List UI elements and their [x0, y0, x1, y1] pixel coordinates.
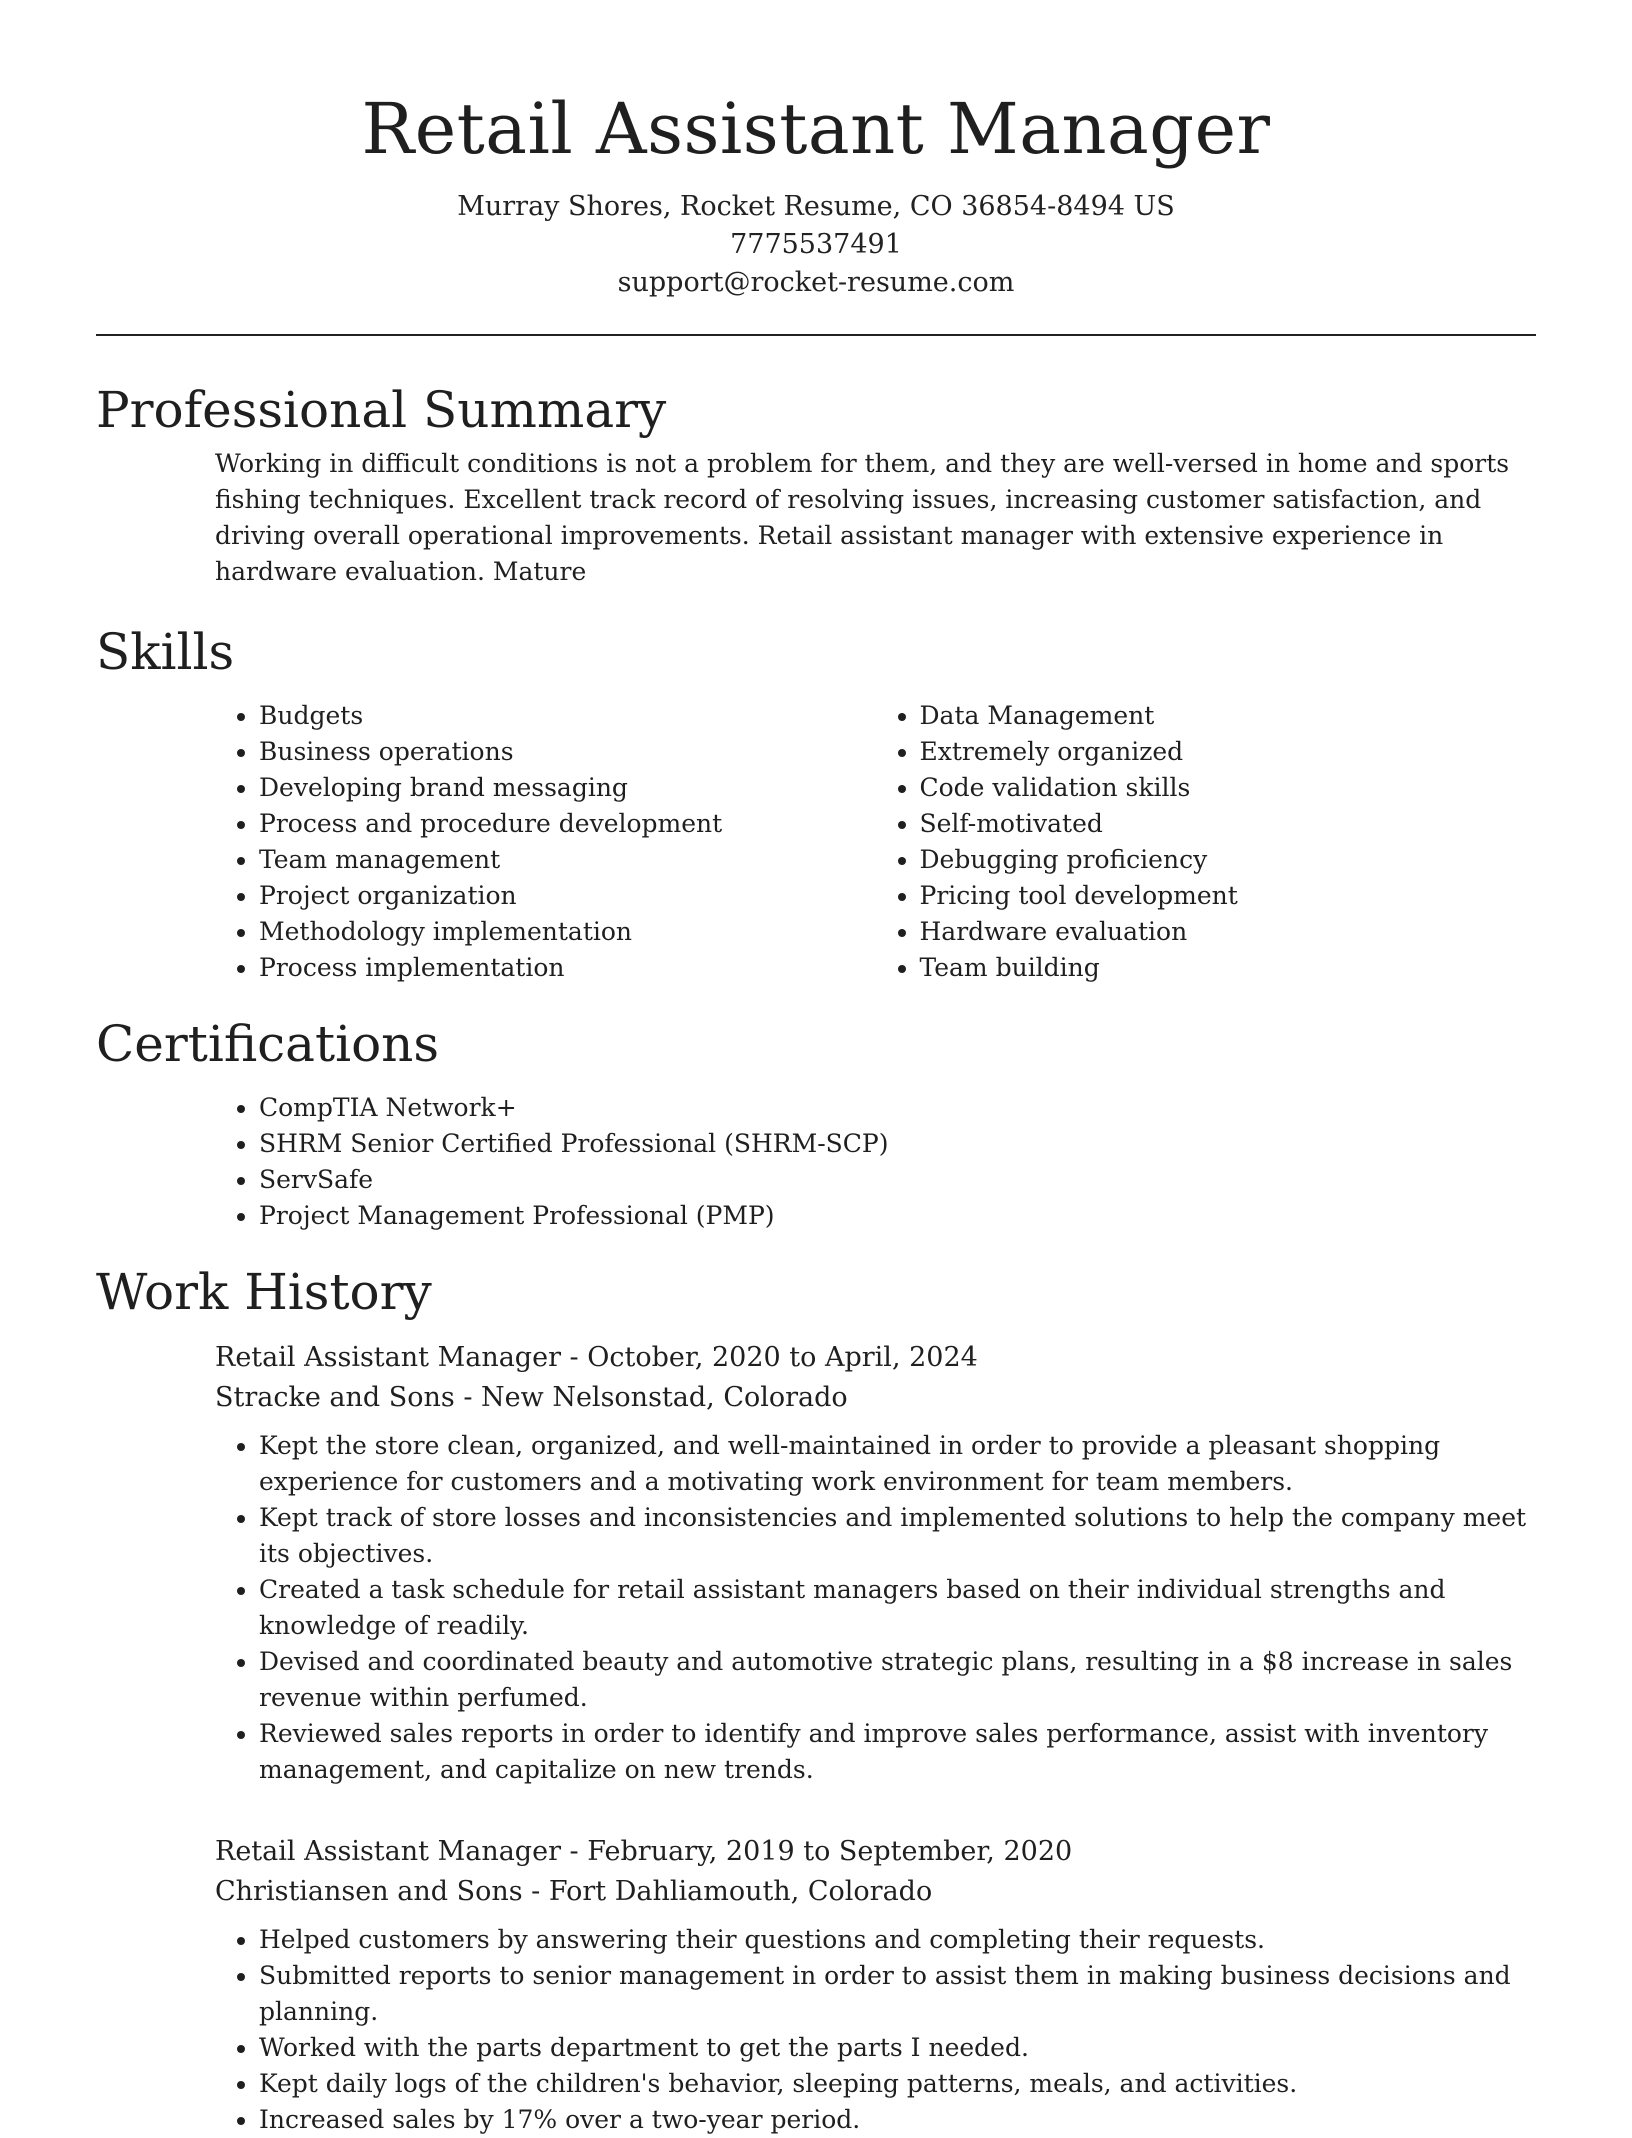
certification-item: • ServSafe — [259, 1162, 1536, 1198]
certifications-list — [215, 1090, 1536, 1234]
skill-item: • Extremely organized — [920, 734, 1537, 770]
skill-item: • Business operations — [259, 734, 876, 770]
job-entry — [215, 1338, 1536, 1788]
job-bullet: • Worked with the parts department to get the parts I needed. — [259, 2030, 1536, 2066]
job-bullet: • Helped customers by answering their questions and completing their requests. — [259, 1922, 1536, 1958]
work-history-heading: Work History — [96, 1263, 432, 1321]
job-bullet: • Devised and coordinated beauty and automotive strategic plans, resulting in a $8 increase in sales revenue within perfumed. — [259, 1644, 1536, 1716]
job-title-line: Retail Assistant Manager - February, 2019 to September, 2020 — [215, 1836, 1073, 1867]
resume-page — [96, 0, 1536, 2138]
skills-section — [96, 620, 1536, 986]
skills-heading: Skills — [96, 623, 235, 681]
job-bullet: • Submitted reports to senior management in order to assist them in making business decisions and planning. — [259, 1958, 1536, 2030]
certifications-heading: Certifications — [96, 1015, 440, 1073]
job-bullet: • Kept daily logs of the children's behavior, sleeping patterns, meals, and activities. — [259, 2066, 1536, 2102]
job-entry — [215, 1832, 1536, 2138]
certification-item: • CompTIA Network+ — [259, 1090, 1536, 1126]
header-divider — [96, 334, 1536, 336]
job-bullet: • Created a task schedule for retail assistant managers based on their individual strengths and knowledge of readily. — [259, 1572, 1536, 1644]
skills-list-left — [215, 698, 876, 986]
skill-item: • Methodology implementation — [259, 914, 876, 950]
contact-address: Murray Shores, Rocket Resume, CO 36854-8494 US — [457, 191, 1175, 222]
job-bullet: • Increased sales by 17% over a two-year period. — [259, 2102, 1536, 2138]
skill-item: • Process and procedure development — [259, 806, 876, 842]
job-title-line: Retail Assistant Manager - October, 2020 to April, 2024 — [215, 1342, 978, 1373]
skill-item: • Pricing tool development — [920, 878, 1537, 914]
skill-item: • Team management — [259, 842, 876, 878]
skill-item: • Process implementation — [259, 950, 876, 986]
summary-text: Working in difficult conditions is not a problem for them, and they are well-versed in home and sports fishing techniques. Excellent track record of resolving issues, increasing customer satisfaction, and driving overall operational improvements. Retail assistant manager with extensive experience in hardware evaluation. Mature — [215, 449, 1510, 586]
job-bullet: • Kept the store clean, organized, and well-maintained in order to provide a pleasant shopping experience for customers and a motivating work environment for team members. — [259, 1428, 1536, 1500]
resume-header — [96, 0, 1536, 302]
summary-section — [96, 378, 1536, 590]
skill-item: • Budgets — [259, 698, 876, 734]
skill-item: • Hardware evaluation — [920, 914, 1537, 950]
skill-item: • Data Management — [920, 698, 1537, 734]
skill-item: • Code validation skills — [920, 770, 1537, 806]
skill-item: • Project organization — [259, 878, 876, 914]
skill-item: • Team building — [920, 950, 1537, 986]
job-company-line: Stracke and Sons - New Nelsonstad, Colorado — [215, 1382, 848, 1413]
work-history-section — [96, 1260, 1536, 2138]
contact-email: support@rocket-resume.com — [617, 267, 1015, 298]
certification-item: • SHRM Senior Certified Professional (SHRM-SCP) — [259, 1126, 1536, 1162]
resume-title: Retail Assistant Manager — [361, 88, 1271, 170]
skills-columns — [215, 698, 1536, 986]
skill-item: • Developing brand messaging — [259, 770, 876, 806]
skill-item: • Debugging proficiency — [920, 842, 1537, 878]
certification-item: • Project Management Professional (PMP) — [259, 1198, 1536, 1234]
job-bullets — [215, 1922, 1536, 2138]
skill-item: • Self-motivated — [920, 806, 1537, 842]
job-bullet: • Reviewed sales reports in order to identify and improve sales performance, assist with inventory management, and capitalize on new trends. — [259, 1716, 1536, 1788]
job-company-line: Christiansen and Sons - Fort Dahliamouth, Colorado — [215, 1876, 933, 1907]
summary-heading: Professional Summary — [96, 381, 667, 439]
certifications-section — [96, 1012, 1536, 1234]
contact-phone: 7775537491 — [730, 229, 902, 260]
job-bullets — [215, 1428, 1536, 1788]
job-bullet: • Kept track of store losses and inconsistencies and implemented solutions to help the company meet its objectives. — [259, 1500, 1536, 1572]
skills-list-right — [876, 698, 1537, 986]
